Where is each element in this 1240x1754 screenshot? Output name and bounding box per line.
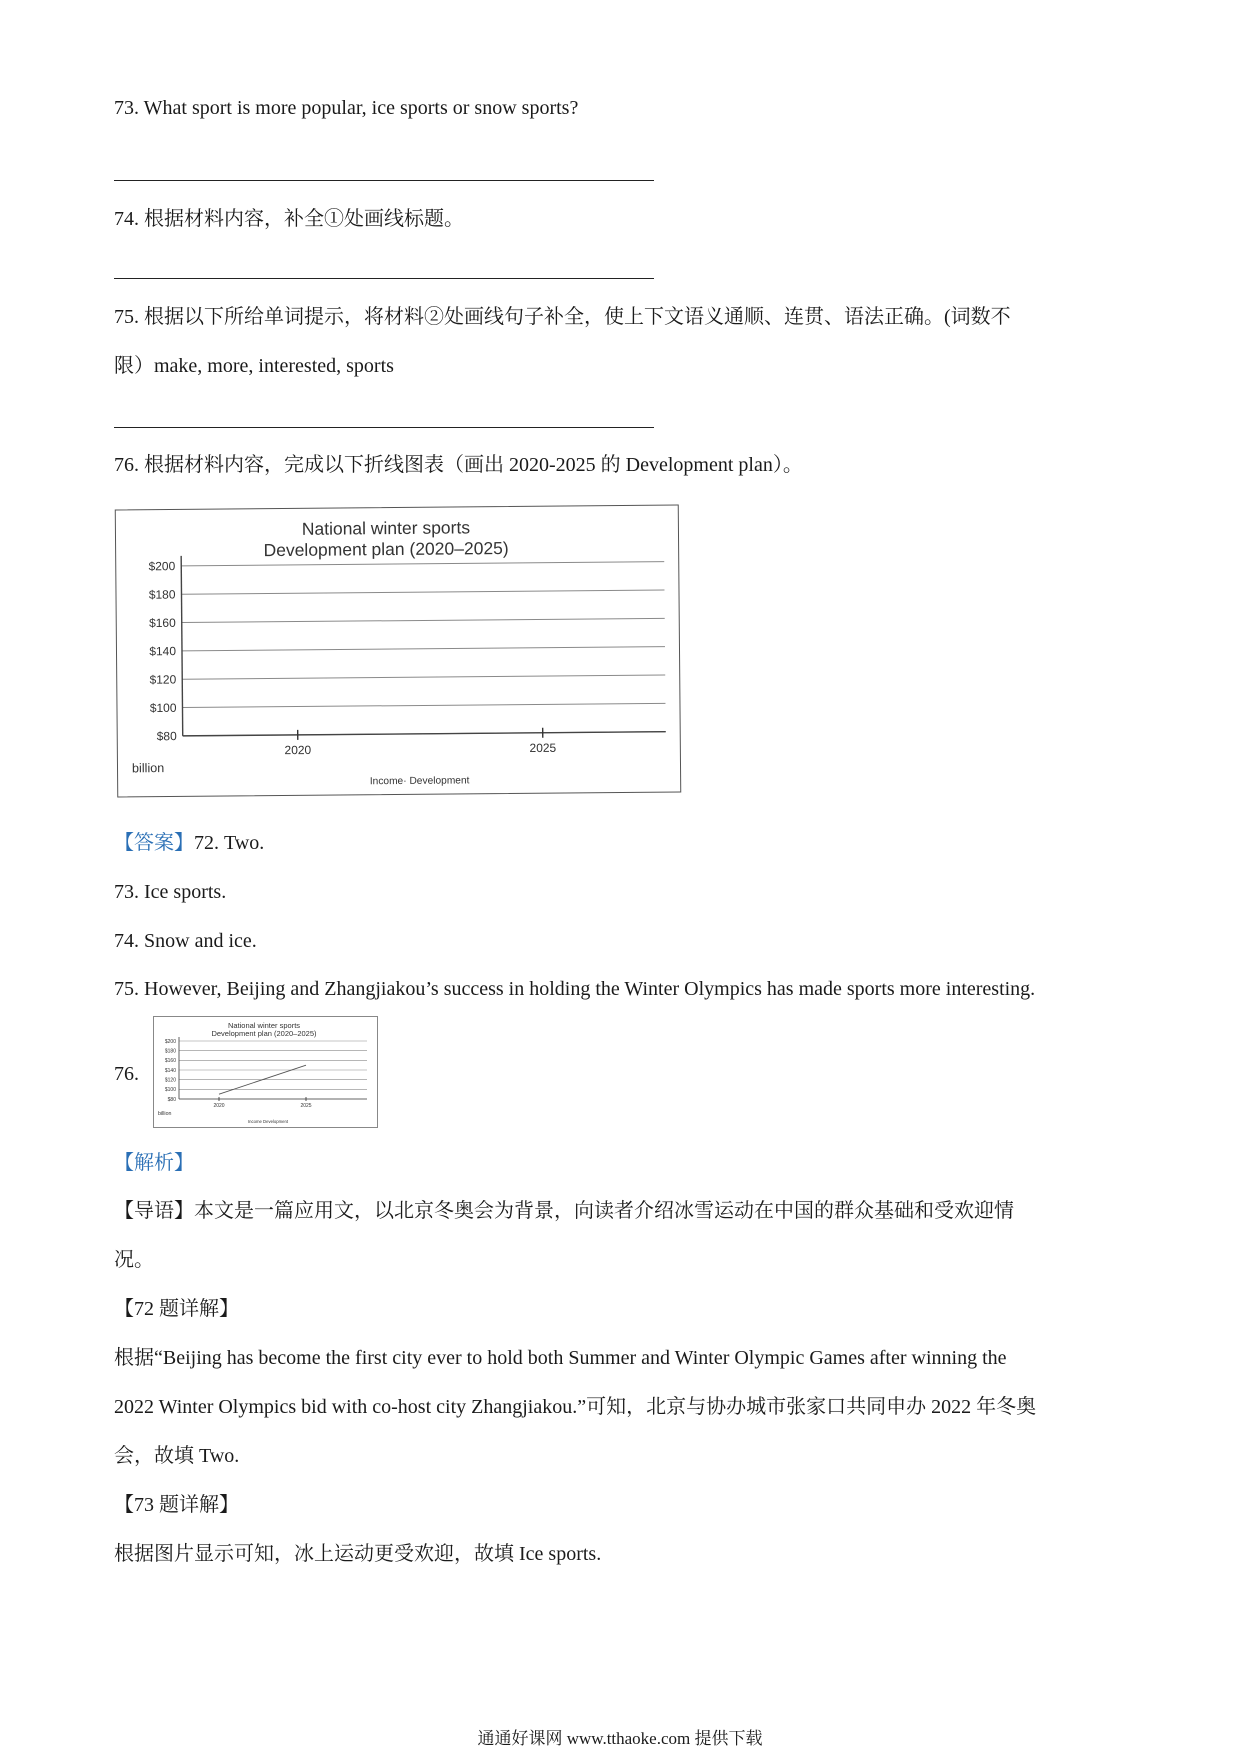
answer-line-73 — [114, 180, 654, 181]
x-tick-label: 2020 — [213, 1103, 225, 1109]
y-tick-label: $180 — [148, 587, 176, 602]
answer-tag: 【答案】 — [114, 832, 194, 854]
y-tick-label: $200 — [148, 559, 176, 574]
y-tick-label: $120 — [164, 1077, 176, 1084]
answer-75: 75. However, Beijing and Zhangjiakou’s success in holding the Winter Olympics has made sports more interesting. — [114, 978, 1036, 1000]
answer-72-text: 72. Two. — [194, 832, 265, 854]
question-75-line-1: 75. 根据以下所给单词提示，将材料②处画线句子补全，使上下文语义通顺、连贯、语法正确。(词数不 — [114, 306, 1011, 328]
answer-74: 74. Snow and ice. — [114, 930, 257, 952]
answer-73: 73. Ice sports. — [114, 881, 227, 903]
y-tick-label: $80 — [167, 1096, 176, 1103]
answer-chart-subtitle: Development plan (2020–2025) — [211, 1029, 317, 1038]
y-tick-label: $200 — [164, 1038, 176, 1045]
x-axis-label: Income Development — [247, 1119, 289, 1124]
answer-chart-title: National winter sports — [227, 1021, 301, 1030]
y-tick-label: $100 — [164, 1087, 176, 1094]
gridline — [182, 703, 665, 707]
detail-73-heading: 【73 题详解】 — [114, 1494, 239, 1516]
answer-line-75 — [114, 427, 654, 428]
y-tick-label: $160 — [164, 1058, 176, 1065]
x-axis-label: Income· Development — [369, 775, 470, 788]
gridline — [182, 675, 665, 679]
gridline — [182, 647, 665, 651]
y-axis-label: billion — [158, 1111, 172, 1117]
y-tick-label: $140 — [149, 644, 177, 659]
answer-line-74 — [114, 278, 654, 279]
x-axis — [183, 732, 666, 736]
blank-line-chart — [115, 505, 681, 798]
question-74: 74. 根据材料内容，补全①处画线标题。 — [114, 208, 464, 230]
intro-line-1: 【导语】本文是一篇应用文，以北京冬奥会为背景，向读者介绍冰雪运动在中国的群众基础和受欢迎情 — [114, 1200, 1014, 1222]
page-footer: 通通好课网 www.tthaoke.com 提供下载 — [477, 1729, 763, 1748]
y-tick-label: $80 — [156, 729, 177, 744]
answer-72 — [114, 830, 264, 856]
analysis-tag: 【解析】 — [114, 1152, 194, 1174]
x-tick-label: 2025 — [529, 740, 557, 756]
y-tick-label: $180 — [164, 1048, 176, 1055]
y-tick-label: $160 — [148, 615, 176, 631]
detail-72-line-2: 2022 Winter Olympics bid with co-host city Zhangjiakou.”可知，北京与协办城市张家口共同申办 2022 年冬奥 — [114, 1396, 1037, 1418]
x-tick-label: 2025 — [300, 1103, 312, 1109]
gridline — [181, 562, 664, 566]
chart-subtitle: Development plan (2020–2025) — [263, 538, 509, 561]
x-tick-label: 2020 — [284, 742, 312, 758]
y-tick-label: $100 — [149, 700, 177, 716]
question-75-line-2: 限）make, more, interested, sports — [114, 355, 394, 377]
intro-line-2: 况。 — [114, 1249, 154, 1271]
chart-title: National winter sports — [301, 517, 471, 539]
answer-76: 76. — [114, 1063, 139, 1085]
y-axis-label: billion — [131, 761, 165, 776]
detail-72-line-1: 根据“Beijing has become the first city ever to hold both Summer and Winter Olympic Games after winning the — [114, 1347, 1007, 1369]
detail-73-line-1: 根据图片显示可知，冰上运动更受欢迎，故填 Ice sports. — [114, 1543, 602, 1565]
gridline — [182, 618, 665, 622]
y-tick-label: $120 — [149, 672, 177, 687]
answer-line-chart — [153, 1016, 378, 1128]
question-76: 76. 根据材料内容，完成以下折线图表（画出 2020-2025 的 Development plan）。 — [114, 454, 803, 476]
y-tick-label: $140 — [164, 1067, 176, 1074]
detail-72-line-3: 会，故填 Two. — [114, 1445, 240, 1467]
detail-72-heading: 【72 题详解】 — [114, 1298, 239, 1320]
y-axis — [181, 556, 183, 736]
question-73: 73. What sport is more popular, ice sports or snow sports? — [114, 97, 579, 119]
gridline — [181, 590, 664, 594]
